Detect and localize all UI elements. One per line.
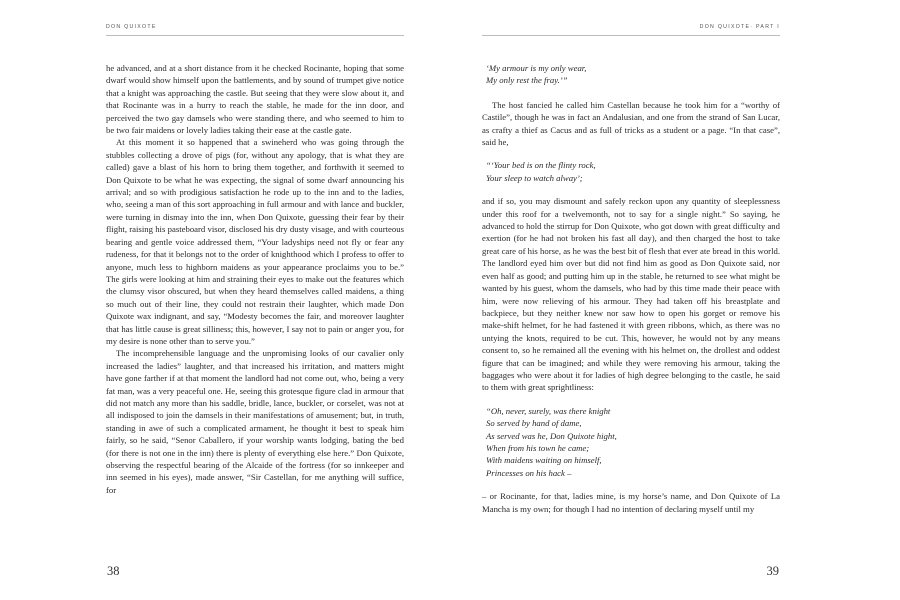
verse-line: ‘My armour is my only wear, [486,63,587,73]
right-paragraph-2: and if so, you may dismount and safely reckon upon any quantity of sleeplessness under this roof for a twelvemonth, not to say for a single night.” So saying, he advanced to hold the stirrup for Don Quixote, who got down with great difficulty and exertion (for he had not broken his fast all day), and then charged the host to take great care of his horse, as he was the best bit of flesh that ever ate bread in this world. The landlord eyed him over but did not find him as good as Don Quixote said, nor even half as good; and putting him up in the stable, he returned to see what might be wanted by his guest, whom the damsels, who had by this time made their peace with him, were now relieving of his armour. They had taken off his breastplate and backpiece, but they neither knew nor saw how to open his gorget or remove his make-shift helmet, for he had fastened it with green ribbons, which, as there was no untying the knots, required to be cut. This, however, he would not by any means consent to, so he remained all the evening with his helmet on, the drollest and oddest figure that can be imagined; and while they were removing his armour, taking the baggages who were about it for ladies of high degree belonging to the castle, he said to them with great sprightliness: [482,196,780,393]
right-page [482,0,780,600]
right-page-body [482,62,780,515]
left-paragraph-3: The incomprehensible language and the unpromising looks of our cavalier only increased the ladies” laughter, and that increased his irritation, and matters might have gone farther if at that moment the landlord had not come out, who, being a very fat man, was a very peaceful one. He, seeing this grotesque figure clad in armour that did not match any more than his saddle, bridle, lance, buckler, or corselet, was not at all indisposed to join the damsels in their manifestations of amusement; but, in truth, standing in awe of such a complicated armament, he thought it best to speak him fairly, so he said, “Senor Caballero, if your worship wants lodging, bating the bed (for there is not one in the inn) there is plenty of everything else here.” Don Quixote, observing the respectful bearing of the Alcaide of the fortress (for so innkeeper and inn seemed in his eyes), made answer, “Sir Castellan, for me anything will suffice, for [106,348,404,495]
verse-line: “Oh, never, surely, was there knight [486,405,611,416]
left-page-body [106,62,404,496]
left-paragraph-1: he advanced, and at a short distance from it he checked Rocinante, hoping that some dwarf would show himself upon the battlements, and by sound of trumpet give notice that a knight was approaching the castle. But seeing that they were slow about it, and that Rocinante was in a hurry to reach the stable, he made for the inn door, and perceived the two gay damsels who were standing there, and who seemed to him to be two fair maidens or lovely ladies taking their ease at the castle gate. [106,63,404,136]
verse-line: When from his town he came; [486,442,590,453]
right-page-number: 39 [766,564,779,578]
verse-line: “‘Your bed is on the flinty rock, [486,160,596,171]
verse-line: As served was he, Don Quixote hight, [486,430,617,441]
left-page [106,0,404,600]
verse-line: So served by hand of dame, [486,418,582,429]
right-running-head: DON QUIXOTE· PART I [482,24,780,36]
verse-line: Your sleep to watch alway’; [486,172,583,183]
left-page-number: 38 [107,564,120,578]
verse-line: With maidens waiting on himself, [486,455,602,466]
left-paragraph-2: At this moment it so happened that a swineherd who was going through the stubbles collecting a drove of pigs (for, without any apology, that is what they are called) gave a blast of his horn to bring them together, and forthwith it seemed to Don Quixote to be what he was expecting, the signal of some dwarf announcing his arrival; and so with prodigious satisfaction he rode up to the inn and to the ladies, who, seeing a man of this sort approaching in full armour and with lance and buckler, were turning in dismay into the inn, when Don Quixote, guessing their fear by their flight, raising his pasteboard visor, disclosed his dry dusty visage, and with courteous bearing and gentle voice addressed them, “Your ladyships need not fly or fear any rudeness, for that it belongs not to the order of knighthood which I profess to offer to anyone, much less to highborn maidens as your appearance proclaims you to be.” The girls were looking at him and straining their eyes to make out the features which the clumsy visor obscured, but when they heard themselves called maidens, a thing so much out of their line, they could not restrain their laughter, which made Don Quixote wax indignant, and say, “Modesty becomes the fair, and moreover laughter that has little cause is great silliness; this, however, I say not to pain or anger you, for my desire is none other than to serve you.” [106,137,404,346]
verse-block-1 [482,62,780,87]
left-running-head: DON QUIXOTE [106,24,404,36]
verse-block-2 [482,159,780,184]
right-paragraph-1: The host fancied he called him Castellan because he took him for a “worthy of Castile”, though he was in fact an Andalusian, and one from the strand of San Lucar, as crafty a thief as Cacus and as full of tricks as a student or a page. “In that case”, said he, [482,99,780,148]
verse-block-3 [482,405,780,479]
right-paragraph-3: – or Rocinante, for that, ladies mine, is my horse’s name, and Don Quixote of La Mancha is my own; for though I had no intention of declaring myself until my [482,491,780,514]
verse-line: Princesses on his hack – [486,467,572,478]
verse-line: My only rest the fray.’” [486,75,568,86]
